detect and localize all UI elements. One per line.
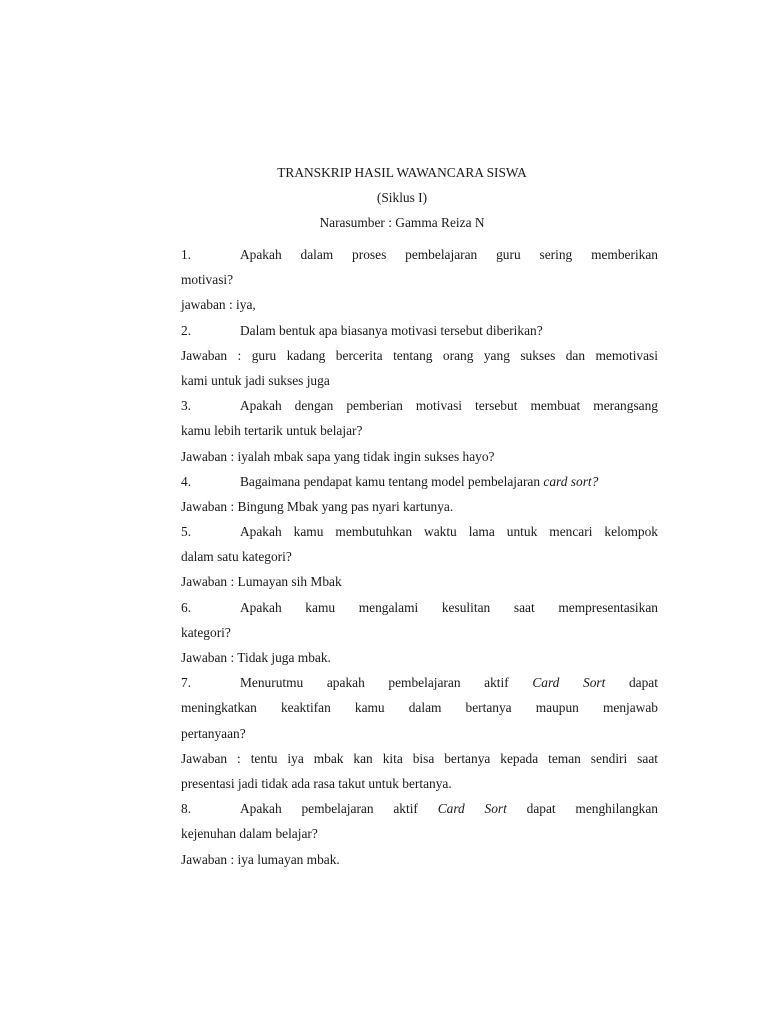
question-number: 5.	[181, 524, 192, 540]
question-7-cont-2: pertanyaan?	[181, 725, 246, 741]
answer-5: Jawaban : Lumayan sih Mbak	[181, 574, 342, 590]
question-number: 1.	[181, 247, 192, 262]
question-text-end: dapat menghilangkan	[506, 801, 658, 817]
question-number: 8.	[181, 801, 192, 817]
question-1	[181, 242, 658, 267]
question-text: Apakah dalam proses pembelajaran guru sering memberikan	[240, 247, 658, 262]
question-3	[181, 393, 658, 418]
question-text: Apakah kamu mengalami kesulitan saat mempresentasikan	[240, 599, 658, 615]
question-3-cont: kamu lebih tertarik untuk belajar?	[181, 423, 363, 439]
question-emphasis: Card Sort	[437, 801, 507, 817]
question-text: Dalam bentuk apa biasanya motivasi tersebut diberikan?	[240, 322, 543, 338]
answer-3: Jawaban : iyalah mbak sapa yang tidak ingin sukses hayo?	[181, 448, 495, 464]
question-text: Apakah pembelajaran aktif	[240, 801, 438, 817]
interview-transcript	[181, 242, 658, 872]
question-8	[181, 796, 658, 821]
question-text: Menurutmu apakah pembelajaran aktif	[240, 675, 533, 691]
question-text-end: dapat	[605, 675, 658, 691]
question-6	[181, 595, 658, 620]
answer-1: jawaban : iya,	[181, 297, 256, 313]
question-emphasis: card sort?	[543, 473, 599, 489]
question-emphasis: Card Sort	[532, 675, 606, 691]
answer-7: Jawaban : tentu iya mbak kan kita bisa bertanya kepada teman sendiri saat	[181, 750, 658, 766]
question-number: 6.	[181, 599, 192, 615]
answer-6: Jawaban : Tidak juga mbak.	[181, 650, 331, 665]
question-5	[181, 519, 658, 544]
question-4	[181, 469, 658, 494]
question-2	[181, 318, 658, 343]
question-number: 4.	[181, 473, 192, 489]
answer-2: Jawaban : guru kadang bercerita tentang orang yang sukses dan memotivasi	[181, 347, 658, 363]
question-1-cont: motivasi?	[181, 272, 234, 288]
narasumber-line: Narasumber : Gamma Reiza N	[319, 215, 485, 230]
document-title: TRANSKRIP HASIL WAWANCARA SISWA	[277, 165, 527, 180]
question-text: Apakah dengan pemberian motivasi tersebut membuat merangsang	[240, 398, 658, 414]
question-6-cont: kategori?	[181, 624, 231, 640]
question-7	[181, 670, 658, 695]
document-subtitle: (Siklus I)	[376, 190, 428, 205]
question-text: Apakah kamu membutuhkan waktu lama untuk mencari kelompok	[240, 524, 658, 540]
document-header	[0, 160, 768, 235]
answer-4: Jawaban : Bingung Mbak yang pas nyari kartunya.	[181, 498, 454, 514]
question-number: 3.	[181, 398, 192, 414]
answer-8: Jawaban : iya lumayan mbak.	[181, 851, 340, 867]
question-number: 7.	[181, 675, 192, 691]
question-number: 2.	[181, 322, 192, 338]
question-text: Bagaimana pendapat kamu tentang model pembelajaran	[240, 473, 544, 489]
question-8-cont: kejenuhan dalam belajar?	[181, 826, 318, 842]
answer-7-cont: presentasi jadi tidak ada rasa takut untuk bertanya.	[181, 775, 452, 791]
question-5-cont: dalam satu kategori?	[181, 549, 292, 565]
answer-2-cont: kami untuk jadi sukses juga	[181, 372, 330, 388]
question-7-cont: meningkatkan keaktifan kamu dalam bertanya maupun menjawab	[181, 700, 658, 716]
